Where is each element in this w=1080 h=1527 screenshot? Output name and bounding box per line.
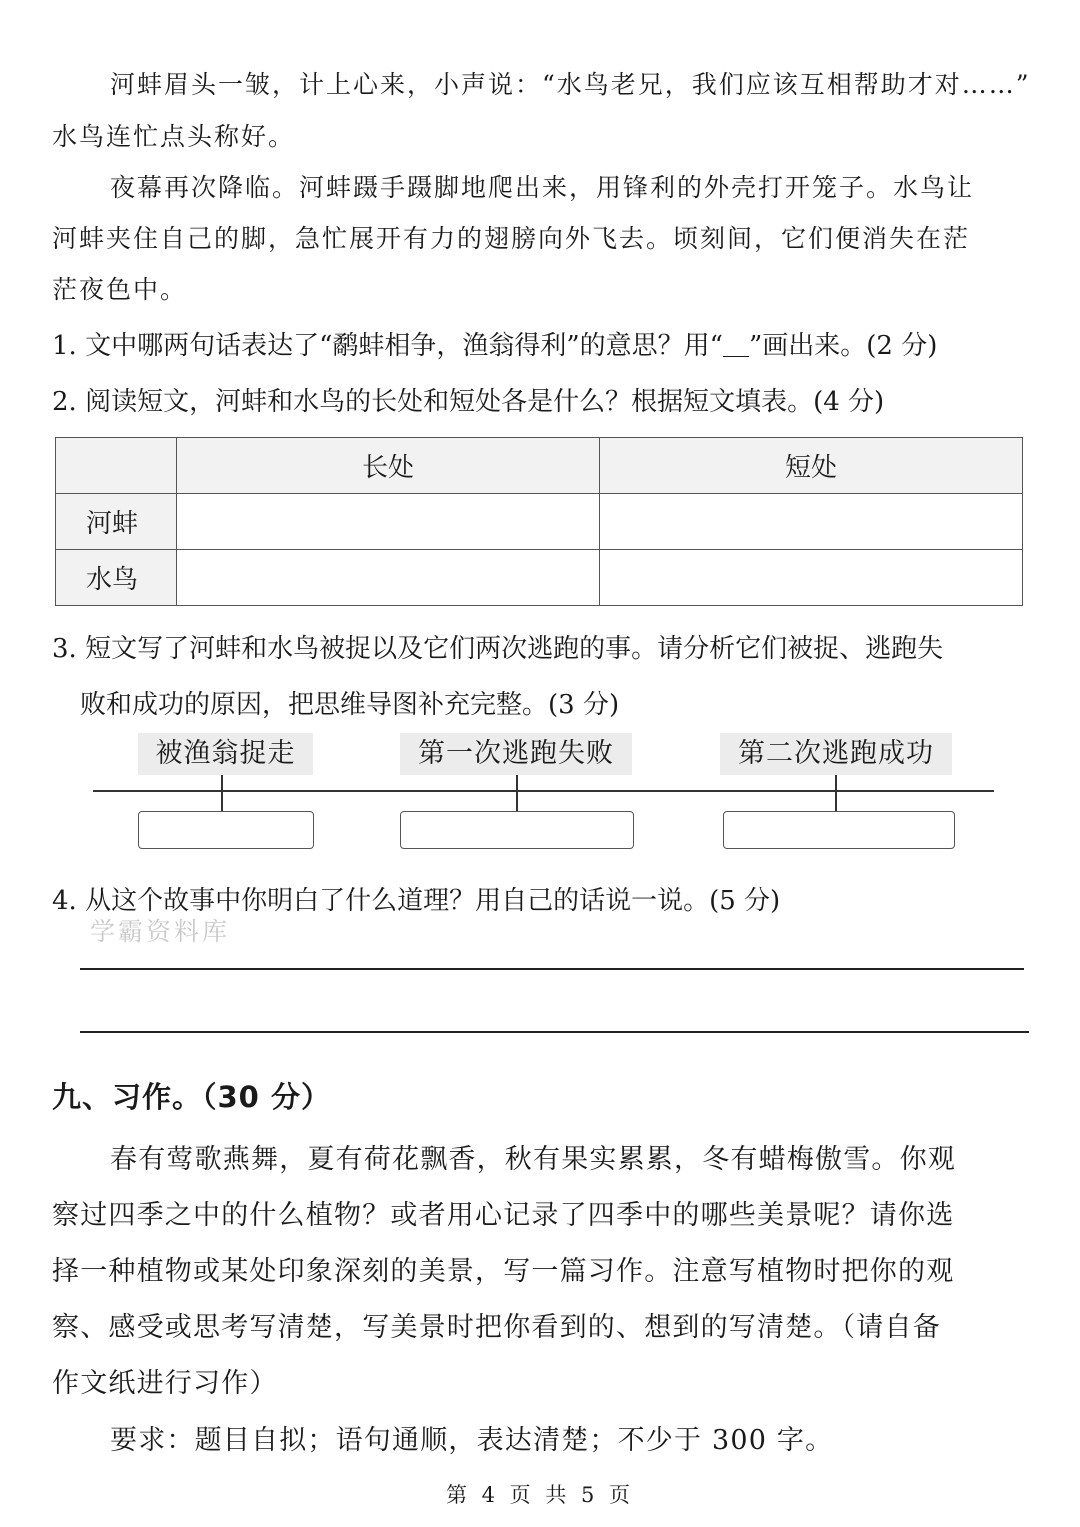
section-para-line-3: 择一种植物或某处印象深刻的美景，写一篇习作。注意写植物时把你的观 <box>52 1256 955 1287</box>
story-line-2: 水鸟连忙点头称好。 <box>52 122 296 151</box>
question-2: 2. 阅读短文，河蚌和水鸟的长处和短处各是什么？根据短文填表。(4 分) <box>52 387 885 417</box>
table-header-strength: 长处 <box>177 438 600 494</box>
table-header-row <box>56 438 1023 494</box>
watermark: 学霸资料库 <box>90 917 231 946</box>
question-1: 1. 文中哪两句话表达了“鹬蚌相争，渔翁得利”的意思？用“＿”画出来。(2 分) <box>52 331 938 361</box>
mindmap-connector <box>516 775 518 811</box>
table-row <box>56 550 1023 606</box>
table-header-weakness: 短处 <box>600 438 1023 494</box>
section-para-line-5: 作文纸进行习作） <box>52 1368 278 1399</box>
mindmap-connector <box>835 775 837 811</box>
page-number: 第 4 页 共 5 页 <box>445 1483 635 1507</box>
requirement-text: 要求：题目自拟；语句通顺，表达清楚；不少于 300 字。 <box>110 1425 834 1456</box>
mindmap-answer-box-1[interactable] <box>138 811 314 849</box>
mindmap-node-second-escape: 第二次逃跑成功 <box>720 733 952 775</box>
question-3-line-2: 败和成功的原因，把思维导图补充完整。(3 分) <box>80 690 620 720</box>
table-row <box>56 494 1023 550</box>
mindmap-answer-box-2[interactable] <box>400 811 634 849</box>
answer-line-2[interactable] <box>80 1031 1029 1033</box>
table-header-corner <box>56 438 177 494</box>
mindmap-connector <box>221 775 223 811</box>
question-4: 4. 从这个故事中你明白了什么道理？用自己的话说一说。(5 分) <box>52 886 781 916</box>
mindmap-node-caught: 被渔翁捉走 <box>138 733 313 775</box>
story-line-1: 河蚌眉头一皱，计上心来，小声说：“水鸟老兄，我们应该互相帮助才对……” <box>110 70 1031 99</box>
row-label-clam: 河蚌 <box>56 494 177 550</box>
section-para-line-1: 春有莺歌燕舞，夏有荷花飘香，秋有果实累累，冬有蜡梅傲雪。你观 <box>110 1144 956 1175</box>
section-title: 九、习作。（30 分） <box>52 1080 331 1114</box>
story-line-5: 茫夜色中。 <box>52 275 188 304</box>
answer-cell-waterbird-weakness[interactable] <box>600 550 1023 606</box>
mindmap-timeline <box>93 790 994 792</box>
answer-cell-clam-weakness[interactable] <box>600 494 1023 550</box>
section-para-line-2: 察过四季之中的什么植物？或者用心记录了四季中的哪些美景呢？请你选 <box>52 1200 955 1231</box>
question-3-line-1: 3. 短文写了河蚌和水鸟被捉以及它们两次逃跑的事。请分析它们被捉、逃跑失 <box>52 634 944 664</box>
story-line-3: 夜幕再次降临。河蚌蹑手蹑脚地爬出来，用锋利的外壳打开笼子。水鸟让 <box>110 173 975 202</box>
section-para-line-4: 察、感受或思考写清楚，写美景时把你看到的、想到的写清楚。（请自备 <box>52 1312 941 1343</box>
answer-cell-waterbird-strength[interactable] <box>177 550 600 606</box>
mindmap-node-first-escape: 第一次逃跑失败 <box>400 733 632 775</box>
answer-line-1[interactable] <box>80 968 1024 970</box>
story-line-4: 河蚌夹住自己的脚，急忙展开有力的翅膀向外飞去。顷刻间，它们便消失在茫 <box>52 224 971 253</box>
row-label-waterbird: 水鸟 <box>56 550 177 606</box>
strengths-weaknesses-table <box>55 437 1023 606</box>
answer-cell-clam-strength[interactable] <box>177 494 600 550</box>
mindmap-answer-box-3[interactable] <box>723 811 955 849</box>
